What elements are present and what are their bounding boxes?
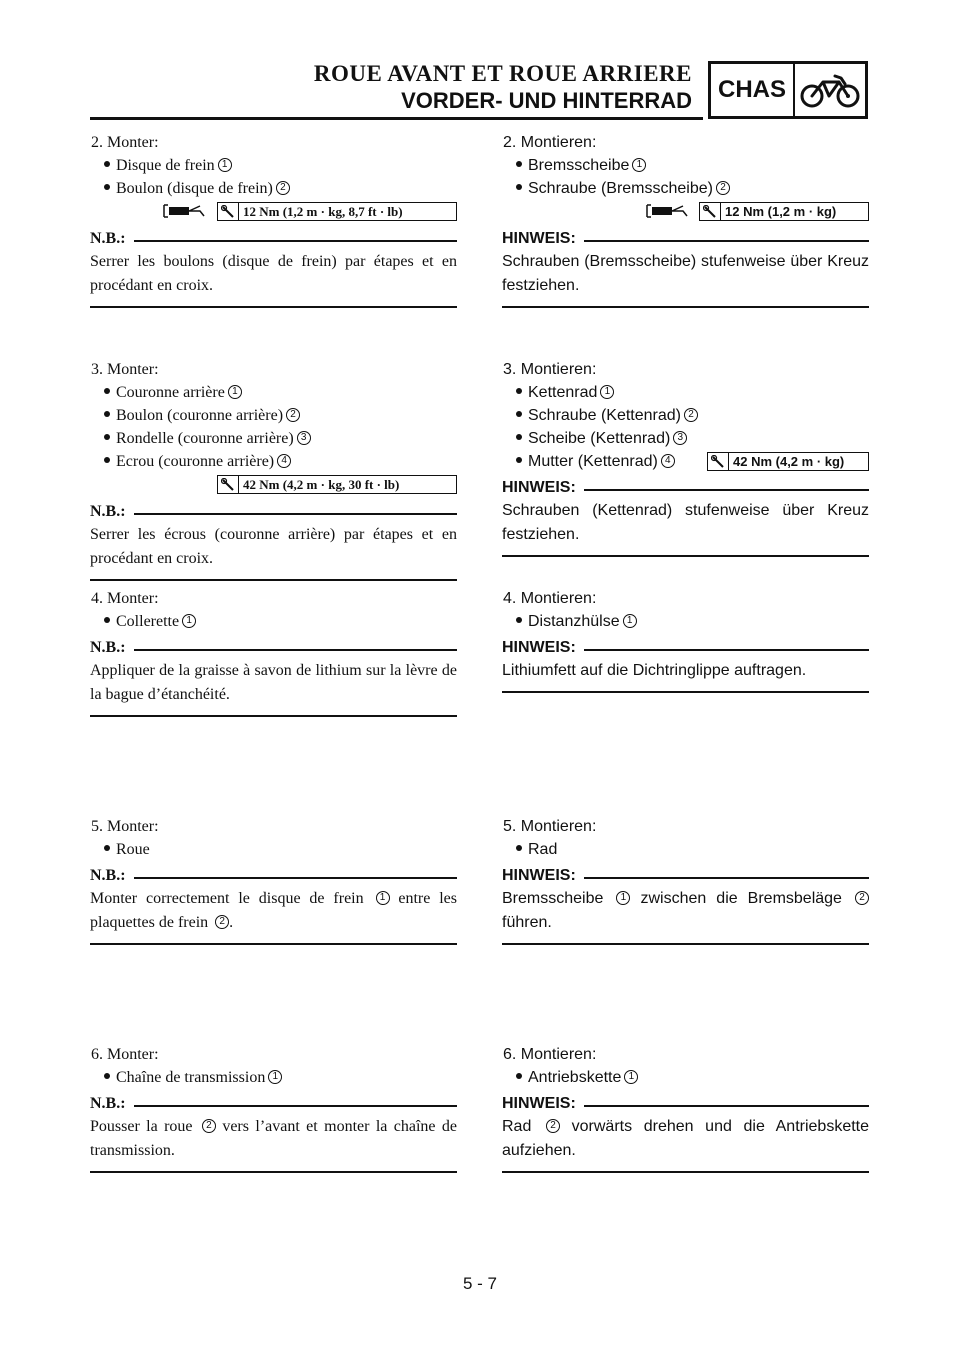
callout-number: 1 (228, 385, 242, 399)
callout-number: 1 (600, 385, 614, 399)
bullet-icon (516, 411, 522, 417)
callout-number: 1 (632, 158, 646, 172)
note-header (502, 639, 869, 659)
callout-number: 1 (624, 1070, 638, 1084)
item-text: Chaîne de transmission (116, 1069, 266, 1086)
bullet-icon (104, 184, 110, 190)
note-header (90, 867, 457, 887)
note-header (90, 639, 457, 659)
note-header (90, 230, 457, 250)
item-text: Kettenrad (528, 384, 598, 401)
step-section (90, 131, 457, 308)
item-text: Collerette (116, 613, 180, 630)
list-item (90, 450, 457, 473)
list-item (90, 610, 457, 633)
note-label: HINWEIS: (502, 639, 584, 657)
note-text: Rad 2 vorwärts drehen und die Antriebskette aufziehen. (502, 1118, 870, 1159)
item-text: Boulon (disque de frein) (116, 180, 273, 197)
item-text: Ecrou (couronne arrière) (116, 453, 275, 470)
bullet-icon (516, 434, 522, 440)
note-label: HINWEIS: (502, 867, 584, 885)
step-section (502, 587, 869, 693)
wrench-icon (708, 453, 729, 470)
item-text: Schraube (Kettenrad) (528, 407, 681, 424)
step-title: 2. Monter: (91, 134, 159, 151)
step-title: 5. Montieren: (503, 818, 597, 835)
callout-number: 2 (855, 891, 869, 905)
list-item (502, 427, 869, 450)
bullet-icon (516, 457, 522, 463)
callout-number: 2 (276, 181, 290, 195)
note-label: N.B.: (90, 503, 134, 521)
list-item (502, 1066, 869, 1089)
note-text: Appliquer de la graisse à savon de lithium sur la lèvre de la bague d’étanchéité. (90, 662, 457, 703)
item-text: Rondelle (couronne arrière) (116, 430, 294, 447)
note-header (502, 867, 869, 887)
note-end-rule (90, 943, 457, 945)
torque-value: 42 Nm (4,2 m · kg) (733, 454, 845, 469)
note-end-rule (90, 1171, 457, 1173)
step-section (502, 131, 869, 308)
item-text: Roue (116, 841, 150, 858)
step-section (502, 1043, 869, 1173)
torque-value: 42 Nm (4,2 m · kg, 30 ft · lb) (243, 476, 400, 492)
callout-number: 3 (297, 431, 311, 445)
note-text: Lithiumfett auf die Dichtringlippe auftragen. (502, 662, 807, 679)
item-text: Schraube (Bremsscheibe) (528, 180, 713, 197)
torque-box (217, 475, 457, 494)
note-header (502, 230, 869, 250)
section-badge (708, 61, 868, 119)
bullet-icon (516, 388, 522, 394)
list-item (90, 177, 457, 200)
note-text: Pousser la roue 2 vers l’avant et monter la chaîne de transmission. (90, 1118, 458, 1159)
item-text: Bremsscheibe (528, 157, 630, 174)
list-item (502, 450, 869, 473)
bullet-icon (104, 411, 110, 417)
list-item (90, 838, 457, 861)
callout-number: 1 (376, 891, 390, 905)
item-text: Antriebskette (528, 1069, 622, 1086)
note-header (90, 1095, 457, 1115)
note-end-rule (502, 555, 869, 557)
bullet-icon (516, 617, 522, 623)
note-label: N.B.: (90, 230, 134, 248)
note-text: Bremsscheibe 1 zwischen die Bremsbeläge 2 führen. (502, 887, 869, 935)
torque-spec (90, 475, 457, 497)
note-label: HINWEIS: (502, 230, 584, 248)
torque-value: 12 Nm (1,2 m · kg) (725, 204, 837, 219)
callout-number: 2 (286, 408, 300, 422)
list-item (502, 610, 869, 633)
item-text: Boulon (couronne arrière) (116, 407, 284, 424)
list-item (90, 404, 457, 427)
item-text: Scheibe (Kettenrad) (528, 430, 671, 447)
step-section (90, 815, 457, 945)
step-section (90, 358, 457, 581)
list-item (502, 838, 869, 861)
callout-number: 2 (716, 181, 730, 195)
bullet-icon (104, 434, 110, 440)
note-label: N.B.: (90, 1095, 134, 1113)
wrench-icon (218, 476, 239, 493)
step-title: 6. Monter: (91, 1046, 159, 1063)
locking-agent-icon (162, 203, 206, 219)
note-label: N.B.: (90, 867, 134, 885)
step-section (502, 815, 869, 945)
list-item (90, 1066, 457, 1089)
step-title: 3. Monter: (91, 361, 159, 378)
note-end-rule (90, 715, 457, 717)
item-text: Rad (528, 841, 558, 858)
bullet-icon (104, 845, 110, 851)
section-badge-label: CHAS (711, 64, 795, 116)
note-label: N.B.: (90, 639, 134, 657)
page-title-de: VORDER- UND HINTERRAD (401, 88, 692, 113)
note-text: Schrauben (Kettenrad) stufenweise über Kreuz festziehen. (502, 502, 869, 543)
note-end-rule (502, 943, 869, 945)
step-title: 4. Monter: (91, 590, 159, 607)
callout-number: 4 (277, 454, 291, 468)
wrench-icon (700, 203, 721, 220)
note-end-rule (502, 306, 869, 308)
note-text: Schrauben (Bremsscheibe) stufenweise über Kreuz festziehen. (502, 253, 869, 294)
locking-agent-icon (645, 203, 689, 219)
note-text: Serrer les boulons (disque de frein) par étapes et en procédant en croix. (90, 253, 457, 294)
note-end-rule (502, 691, 869, 693)
bullet-icon (104, 457, 110, 463)
note-header (502, 479, 869, 499)
torque-box (707, 452, 869, 471)
page-title-fr: ROUE AVANT ET ROUE ARRIERE (313, 61, 692, 86)
bullet-icon (104, 388, 110, 394)
motorcycle-icon (795, 64, 865, 116)
callout-number: 3 (673, 431, 687, 445)
item-text: Disque de frein (116, 157, 215, 174)
header-rule (90, 117, 703, 120)
callout-number: 2 (546, 1119, 560, 1133)
bullet-icon (516, 845, 522, 851)
bullet-icon (104, 161, 110, 167)
step-section (90, 1043, 457, 1173)
bullet-icon (516, 161, 522, 167)
list-item (90, 427, 457, 450)
note-text: Monter correctement le disque de frein 1 entre les plaquettes de frein 2 . (90, 890, 458, 931)
item-text: Mutter (Kettenrad) (528, 453, 658, 470)
callout-number: 1 (218, 158, 232, 172)
note-end-rule (502, 1171, 869, 1173)
step-title: 4. Montieren: (503, 590, 597, 607)
note-header (90, 503, 457, 523)
step-title: 6. Montieren: (503, 1046, 597, 1063)
step-title: 5. Monter: (91, 818, 159, 835)
step-title: 3. Montieren: (503, 361, 597, 378)
callout-number: 1 (182, 614, 196, 628)
bullet-icon (104, 617, 110, 623)
callout-number: 2 (202, 1119, 216, 1133)
bullet-icon (104, 1073, 110, 1079)
torque-box (699, 202, 869, 221)
callout-number: 1 (623, 614, 637, 628)
list-item (502, 404, 869, 427)
note-label: HINWEIS: (502, 1095, 584, 1113)
torque-value: 12 Nm (1,2 m · kg, 8,7 ft · lb) (243, 203, 403, 219)
bullet-icon (516, 184, 522, 190)
item-text: Distanzhülse (528, 613, 620, 630)
step-section (90, 587, 457, 717)
callout-number: 2 (684, 408, 698, 422)
step-section (502, 358, 869, 557)
note-label: HINWEIS: (502, 479, 584, 497)
list-item (90, 154, 457, 177)
wrench-icon (218, 203, 239, 220)
list-item (502, 381, 869, 404)
item-text: Couronne arrière (116, 384, 225, 401)
bullet-icon (516, 1073, 522, 1079)
torque-spec (502, 202, 869, 224)
step-title: 2. Montieren: (503, 134, 597, 151)
callout-number: 1 (268, 1070, 282, 1084)
list-item (90, 381, 457, 404)
callout-number: 4 (661, 454, 675, 468)
list-item (502, 154, 869, 177)
callout-number: 1 (616, 891, 630, 905)
note-end-rule (90, 579, 457, 581)
note-header (502, 1095, 869, 1115)
torque-box (217, 202, 457, 221)
callout-number: 2 (215, 915, 229, 929)
page-number: 5 - 7 (462, 1274, 498, 1293)
list-item (502, 177, 869, 200)
note-text: Serrer les écrous (couronne arrière) par étapes et en procédant en croix. (90, 526, 457, 567)
note-end-rule (90, 306, 457, 308)
torque-spec (90, 202, 457, 224)
